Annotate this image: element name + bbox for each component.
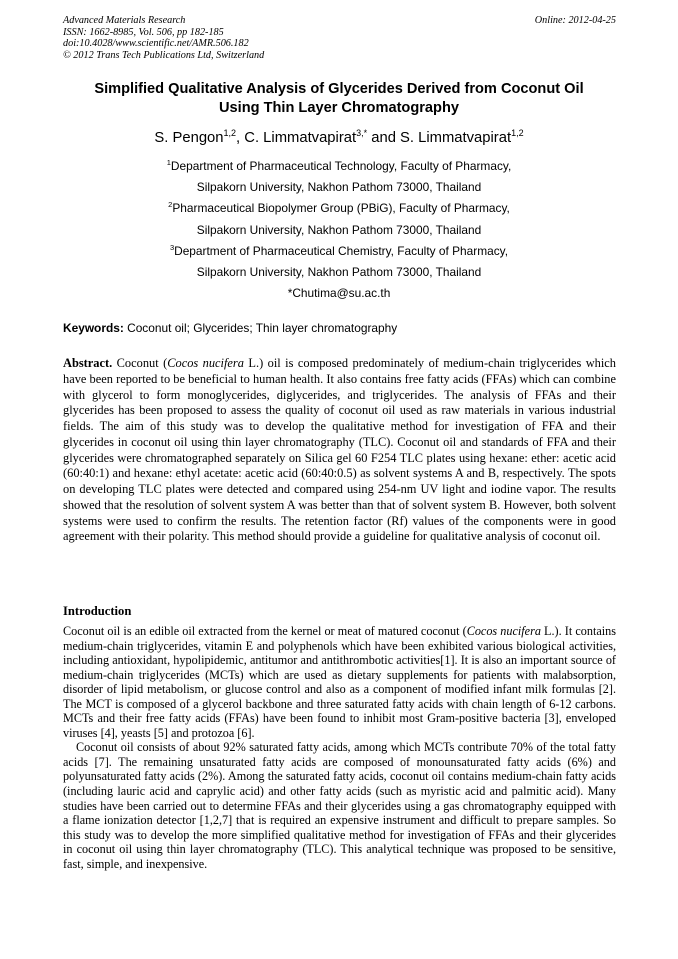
author-separator: and xyxy=(367,130,401,146)
journal-name: Advanced Materials Research xyxy=(63,15,186,26)
affiliation-line: Silpakorn University, Nakhon Pathom 73000, Thailand xyxy=(196,222,482,237)
keywords-label: Keywords: xyxy=(63,321,124,335)
introduction-body xyxy=(63,624,616,871)
affiliation-line: $^3$Department of Pharmaceutical Chemistry, Faculty of Pharmacy, xyxy=(169,242,509,258)
affiliation-line: Silpakorn University, Nakhon Pathom 73000, Thailand xyxy=(196,264,482,279)
author-name: S. Pengon xyxy=(154,130,224,146)
paper-title-line-1: Simplified Qualitative Analysis of Glycerides Derived from Coconut Oil xyxy=(94,81,584,97)
author-name: S. Limmatvapirat xyxy=(400,130,512,146)
author-affiliation-mark: 1,2 xyxy=(223,128,237,138)
paragraph: Coconut oil is an edible oil extracted from the kernel or meat of matured coconut (Cocos nucifera L.). It contains medium-chain triglycerides, vitamin E and polyphenols which have been exhibited various biological activities, including antioxidant, hypolipidemic, antitumor and antithrombotic activities[1]. It is also an important source of medium-chain triglycerides (MCTs) which are used as dietary supplements for patients with malabsorption, disorder of lipid metabolism, or glucose control and also as a component of modified infant milk formulas [2]. The MCT is composed of a glycerol backbone and three saturated fatty acids with chain length of 6-12 carbons. MCTs and their free fatty acids (FFAs) have been found to inhibit most Gram-positive bacteria [3], enveloped viruses [4], yeasts [5] and protozoa [6]. xyxy=(63,624,616,740)
affiliation-mark: 1 xyxy=(166,158,171,167)
affiliation-line: $^1$Department of Pharmaceutical Technology, Faculty of Pharmacy, xyxy=(166,158,512,173)
author-name: C. Limmatvapirat xyxy=(244,130,357,146)
affiliation-list xyxy=(40,156,638,304)
online-date: Online: 2012-04-25 xyxy=(534,15,616,26)
author-separator: , xyxy=(236,130,245,146)
affiliation-mark: 2 xyxy=(168,200,173,210)
keywords xyxy=(63,321,616,336)
corresponding-email: *Chutima@su.ac.th xyxy=(287,286,391,301)
affiliation-line: $^2$Pharmaceutical Biopolymer Group (PBiG), Faculty of Pharmacy, xyxy=(168,200,510,216)
species-name: Cocos nucifera xyxy=(167,356,244,370)
paper-title-line-2: Using Thin Layer Chromatography xyxy=(218,100,459,116)
journal-header xyxy=(63,15,616,61)
author-affiliation-mark: 3,* xyxy=(356,128,368,138)
author-affiliation-mark: 1,2 xyxy=(511,128,524,138)
keywords-text: Coconut oil; Glycerides; Thin layer chromatography xyxy=(123,321,398,335)
section-heading-introduction: Introduction xyxy=(63,604,132,618)
paper-title xyxy=(40,80,638,118)
species-name: Cocos nucifera xyxy=(466,624,541,638)
abstract: Abstract. Coconut (Cocos nucifera L.) oil is composed predominately of medium-chain triglycerides which have been reported to be beneficial to human health. It also contains free fatty acids (FFAs) which can combine with glycerol to form monoglycerides, diglycerides, and triglycerides. The analysis of FFAs and their glycerides has been proposed to assess the quality of coconut oil used as raw materials in various industrial fields. The aim of this study was to develop the qualitative method for investigation of FFA and their glycerides in coconut oil using thin layer chromatography (TLC). Coconut oil and standards of FFA and their glycerides were chromatographed separately on Silica gel 60 F254 TLC plates using hexane: ether: acetic acid (60:40:1) and hexane: ethyl acetate: acetic acid (60:40:0.5) as solvent systems A and B, respectively. The spots on developing TLC plates were detected and compared using 254-nm UV light and iodine vapor. The results showed that the resolution of solvent system A was better than that of solvent system B. However, both solvent systems were used to confirm the results. The retention factor (Rf) values of the components were in good agreement with their polarity. This method should provide a guideline for qualitative analysis of coconut oil. xyxy=(63,356,617,544)
paragraph: Coconut oil consists of about 92% saturated fatty acids, among which MCTs contribute 70% of the total fatty acids [7]. The remaining unsaturated fatty acids are composed of monounsaturated fatty acids (6%) and polyunsaturated fatty acids (2%). Among the saturated fatty acids, coconut oil contains medium-chain fatty acids (including lauric acid and caprylic acid) and other fatty acids (such as myristic acid and palmitic acid). Many studies have been carried out to determine FFAs and their glycerides using a gas chromatography equipped with a flame ionization detector [1,2,7] that is required an expensive instrument and difficult to prepare samples. So this study was to develop the more simplified qualitative method for investigation of FFAs and their glycerides in coconut oil using thin layer chromatography (TLC). This analytical technique was proposed to be sensitive, fast, simple, and inexpensive. xyxy=(63,740,616,871)
journal-doi: doi:10.4028/www.scientific.net/AMR.506.182 xyxy=(63,38,249,50)
affiliation-line: Silpakorn University, Nakhon Pathom 73000, Thailand xyxy=(196,180,482,195)
abstract-label: Abstract. xyxy=(63,356,113,370)
author-list xyxy=(40,128,638,148)
journal-issn: ISSN: 1662-8985, Vol. 506, pp 182-185 xyxy=(63,26,224,38)
journal-copyright: © 2012 Trans Tech Publications Ltd, Switzerland xyxy=(63,49,265,61)
affiliation-mark: 3 xyxy=(169,242,175,252)
